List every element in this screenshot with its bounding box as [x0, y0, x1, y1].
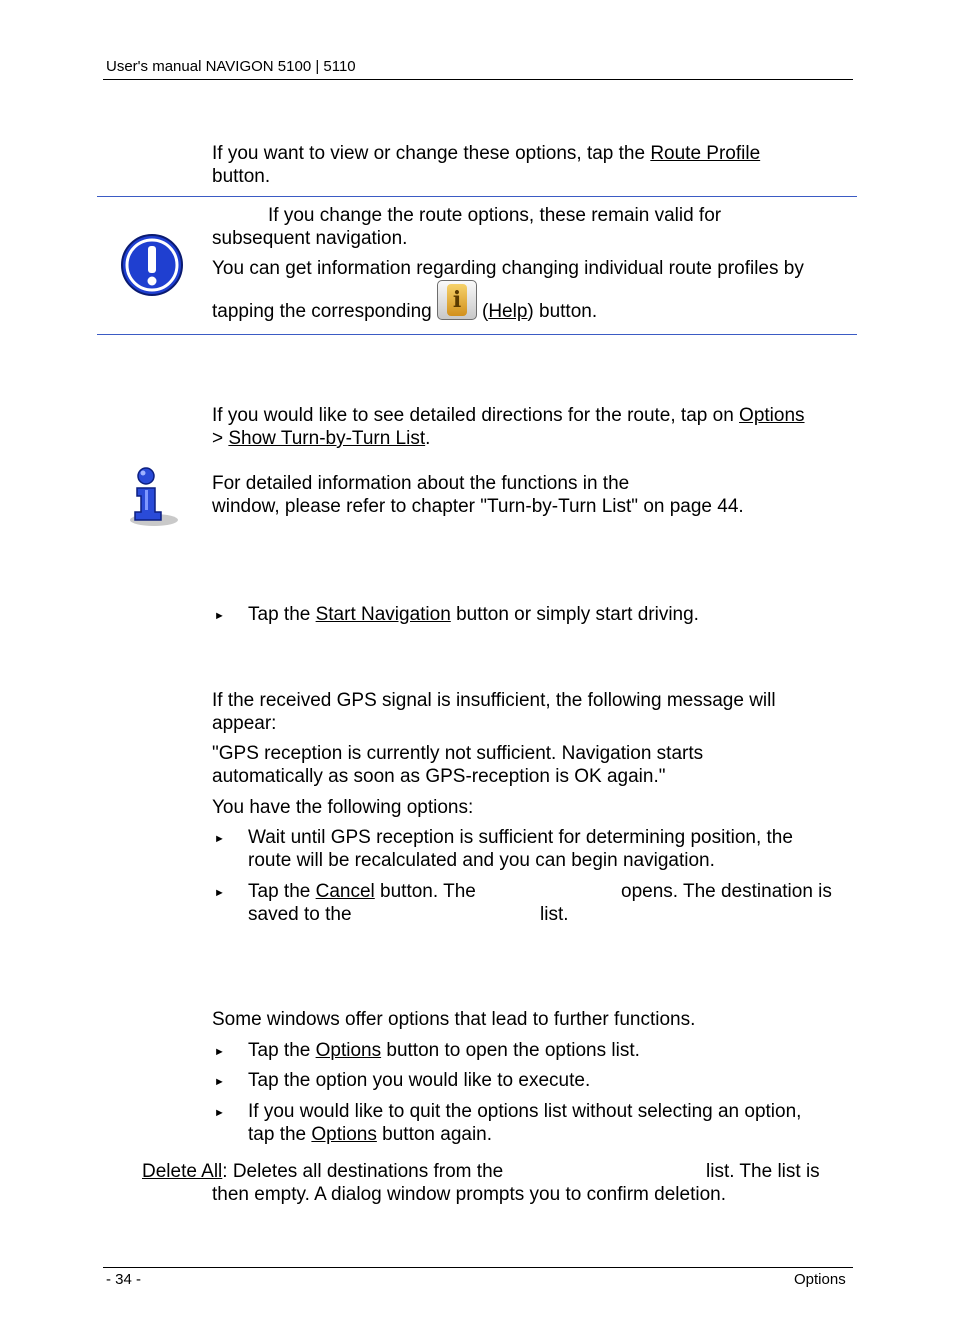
note-top-rule [97, 196, 857, 197]
options-step-2: Tap the option you would like to execute. [248, 1070, 591, 1091]
header-rule [103, 79, 853, 80]
route-profile-link[interactable]: Route Profile [650, 143, 761, 164]
gps-option-cancel-line-2-end: list. [540, 904, 569, 925]
exclamation-icon [120, 233, 184, 302]
options-intro: Some windows offer options that lead to further functions. [212, 1009, 696, 1030]
delete-all-line-1-end: list. The list is [706, 1161, 820, 1182]
route-profile-paragraph: If you want to view or change these options, tap the Route Profile button. [212, 143, 761, 187]
options-button-link[interactable]: Options [315, 1040, 382, 1061]
footer-rule [103, 1267, 853, 1268]
cancel-link[interactable]: Cancel [315, 881, 375, 902]
bullet-marker: ► [214, 610, 225, 622]
help-info-icon: i [437, 280, 477, 320]
options-step-1: Tap the Options button to open the options list. [248, 1040, 640, 1061]
bullet-marker: ► [214, 1107, 225, 1119]
gps-paragraph-1: If the received GPS signal is insufficient, the following message will appear: [212, 690, 776, 734]
info-person-icon [124, 466, 180, 533]
gps-option-wait: Wait until GPS reception is sufficient for determining position, the route will be recalculated and you can begin navigation. [248, 827, 793, 871]
section-name: Options [794, 1271, 846, 1288]
delete-all-link[interactable]: Delete All [142, 1161, 223, 1182]
options-button-link-2[interactable]: Options [311, 1124, 377, 1145]
delete-all-line-2: then empty. A dialog window prompts you to confirm deletion. [212, 1184, 726, 1205]
note-line-3: You can get information regarding changing individual route profiles by [212, 258, 804, 279]
options-link[interactable]: Options [739, 405, 805, 426]
help-link[interactable]: Help [488, 301, 528, 322]
page-number: - 34 - [106, 1271, 142, 1288]
start-navigation-step: Tap the Start Navigation button or simply start driving. [248, 604, 699, 625]
turn-by-turn-paragraph: If you would like to see detailed directions for the route, tap on Options > Show Turn-by-Turn List. [212, 405, 805, 449]
bullet-marker: ► [214, 887, 225, 899]
running-header: User's manual NAVIGON 5100 | 5110 [106, 58, 356, 75]
bullet-marker: ► [214, 1046, 225, 1058]
show-turn-by-turn-list-link[interactable]: Show Turn-by-Turn List [228, 428, 426, 449]
note-line-4: tapping the corresponding i (Help) button. [212, 280, 597, 334]
delete-all-line-1: Delete All: Deletes all destinations from the [142, 1161, 504, 1182]
bullet-marker: ► [214, 833, 225, 845]
gps-option-cancel-end: opens. The destination is [621, 881, 832, 902]
gps-options-intro: You have the following options: [212, 797, 474, 818]
note-line-2: subsequent navigation. [212, 228, 408, 249]
gps-option-cancel-line-2: saved to the [248, 904, 352, 925]
gps-message-quote: "GPS reception is currently not sufficient. Navigation starts automatically as soon as GPS-reception is OK again." [212, 743, 704, 787]
note-line-1: If you change the route options, these remain valid for [268, 205, 722, 226]
options-step-3: If you would like to quit the options list without selecting an option, tap the Options button again. [248, 1101, 802, 1145]
bullet-marker: ► [214, 1076, 225, 1088]
gps-option-cancel-line-1: Tap the Cancel button. The [248, 881, 476, 902]
start-navigation-link[interactable]: Start Navigation [315, 604, 451, 625]
note-bottom-rule [97, 334, 857, 335]
info-text: For detailed information about the functions in the window, please refer to chapter "Turn-by-Turn List" on page 44. [212, 473, 744, 517]
